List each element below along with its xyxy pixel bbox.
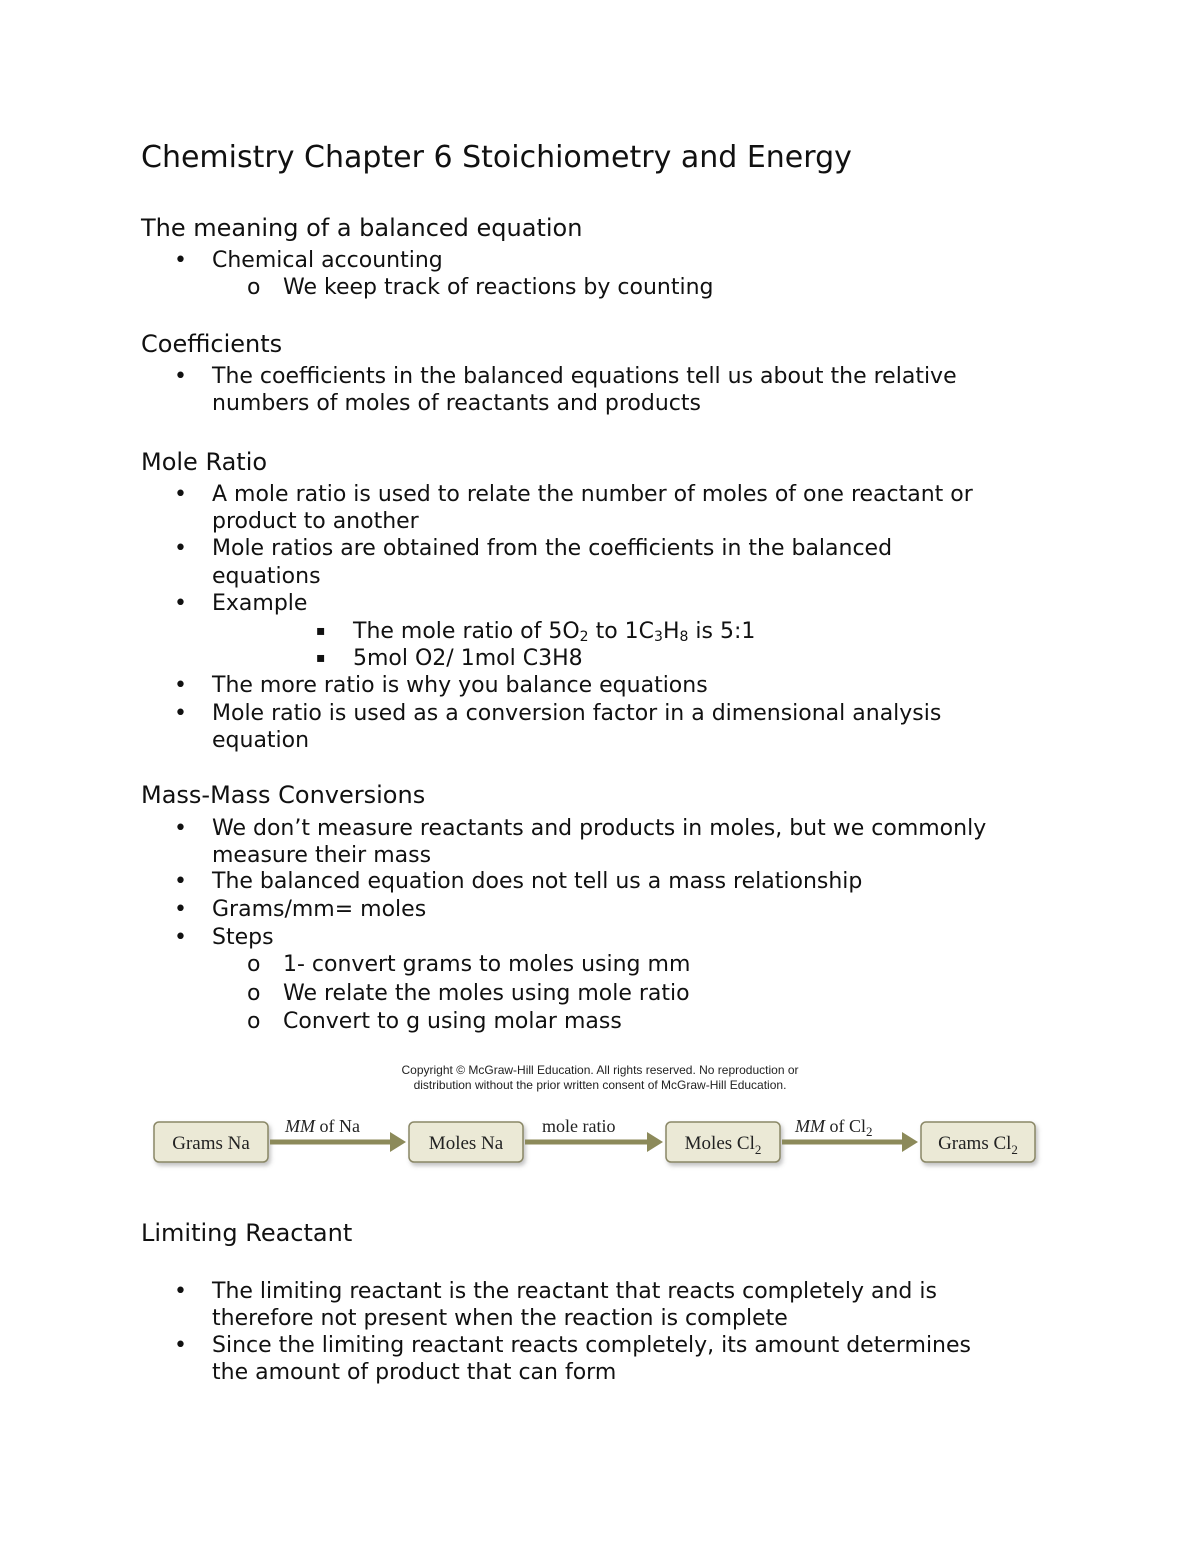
- list-item: A mole ratio is used to relate the number of moles of one reactant or: [212, 482, 973, 507]
- arrow-mm-na-label: MM of Na: [285, 1116, 360, 1136]
- bullet-marker: •: [174, 701, 187, 726]
- arrow-mole-ratio-head: [647, 1132, 663, 1152]
- arrow-mm-na: [270, 1116, 406, 1152]
- bullet-marker: •: [174, 673, 187, 698]
- list-item: 5mol O2/ 1mol C3H8: [353, 646, 583, 671]
- heading-coefficients: Coefficients: [141, 330, 283, 358]
- list-item-continuation: product to another: [212, 509, 419, 534]
- arrow-mm-na-head: [390, 1132, 406, 1152]
- box-moles-cl2-label: Moles $Cl_2$: [684, 1133, 762, 1157]
- box-grams-na-label: Grams Na: [172, 1133, 250, 1154]
- list-item: Example: [212, 591, 308, 616]
- page-title: Chemistry Chapter 6 Stoichiometry and Energy: [141, 140, 852, 175]
- heading-mole-ratio: Mole Ratio: [141, 448, 268, 476]
- heading-meaning: The meaning of a balanced equation: [141, 214, 583, 242]
- list-item: Mole ratios are obtained from the coefficients in the balanced: [212, 536, 893, 561]
- bullet-marker: •: [174, 1279, 187, 1304]
- box-grams-cl2: [921, 1122, 1035, 1162]
- bullet-marker: •: [174, 869, 187, 894]
- heading-mass-mass: Mass-Mass Conversions: [141, 781, 426, 809]
- list-item: Grams/mm= moles: [212, 897, 427, 922]
- arrow-mm-cl2-label: MM of $Cl_2$: [795, 1116, 873, 1139]
- bullet-marker: •: [174, 536, 187, 561]
- square-marker: ▪: [316, 623, 326, 639]
- circle-marker: o: [247, 981, 261, 1006]
- box-moles-cl2: [666, 1122, 780, 1162]
- list-item: The mole ratio of $5O_2$ to $1C_3H_8$ is 5:1: [353, 619, 756, 645]
- bullet-marker: •: [174, 591, 187, 616]
- list-item: Steps: [212, 925, 274, 950]
- list-item: We keep track of reactions by counting: [283, 275, 714, 300]
- circle-marker: o: [247, 275, 261, 300]
- list-item: Mole ratio is used as a conversion factor in a dimensional analysis: [212, 701, 942, 726]
- arrow-mole-ratio: [525, 1116, 663, 1152]
- list-item-continuation: numbers of moles of reactants and products: [212, 391, 701, 416]
- list-item-continuation: the amount of product that can form: [212, 1360, 617, 1385]
- list-item-continuation: measure their mass: [212, 843, 432, 868]
- list-item: The limiting reactant is the reactant that reacts completely and is: [212, 1279, 937, 1304]
- bullet-marker: •: [174, 1333, 187, 1358]
- arrow-mm-cl2: [782, 1116, 918, 1152]
- circle-marker: o: [247, 952, 261, 977]
- heading-limiting-reactant: Limiting Reactant: [141, 1219, 353, 1247]
- bullet-marker: •: [174, 925, 187, 950]
- list-item: Since the limiting reactant reacts completely, its amount determines: [212, 1333, 971, 1358]
- conversion-flow-diagram: [140, 1055, 1060, 1195]
- list-item-continuation: equations: [212, 564, 321, 589]
- bullet-marker: •: [174, 248, 187, 273]
- bullet-marker: •: [174, 897, 187, 922]
- list-item: The balanced equation does not tell us a mass relationship: [212, 869, 863, 894]
- circle-marker: o: [247, 1009, 261, 1034]
- list-item: Chemical accounting: [212, 248, 443, 273]
- list-item: 1- convert grams to moles using mm: [283, 952, 691, 977]
- list-item-continuation: therefore not present when the reaction is complete: [212, 1306, 788, 1331]
- copyright-line-1: Copyright © McGraw-Hill Education. All rights reserved. No reproduction or: [401, 1063, 799, 1077]
- bullet-marker: •: [174, 364, 187, 389]
- arrow-mole-ratio-label: mole ratio: [542, 1116, 616, 1136]
- list-item: Convert to g using molar mass: [283, 1009, 622, 1034]
- copyright-line-2: distribution without the prior written consent of McGraw-Hill Education.: [413, 1078, 787, 1092]
- bullet-marker: •: [174, 816, 187, 841]
- bullet-marker: •: [174, 482, 187, 507]
- box-grams-cl2-label: Grams $Cl_2$: [938, 1133, 1018, 1157]
- list-item: We don’t measure reactants and products in moles, but we commonly: [212, 816, 987, 841]
- list-item-continuation: equation: [212, 728, 310, 753]
- arrow-mm-cl2-head: [902, 1132, 918, 1152]
- box-grams-na: [154, 1122, 268, 1162]
- list-item: We relate the moles using mole ratio: [283, 981, 690, 1006]
- square-marker: ▪: [316, 650, 326, 666]
- list-item: The coefficients in the balanced equations tell us about the relative: [212, 364, 957, 389]
- list-item: The more ratio is why you balance equations: [212, 673, 708, 698]
- box-moles-na-label: Moles Na: [428, 1133, 504, 1154]
- box-moles-na: [409, 1122, 523, 1162]
